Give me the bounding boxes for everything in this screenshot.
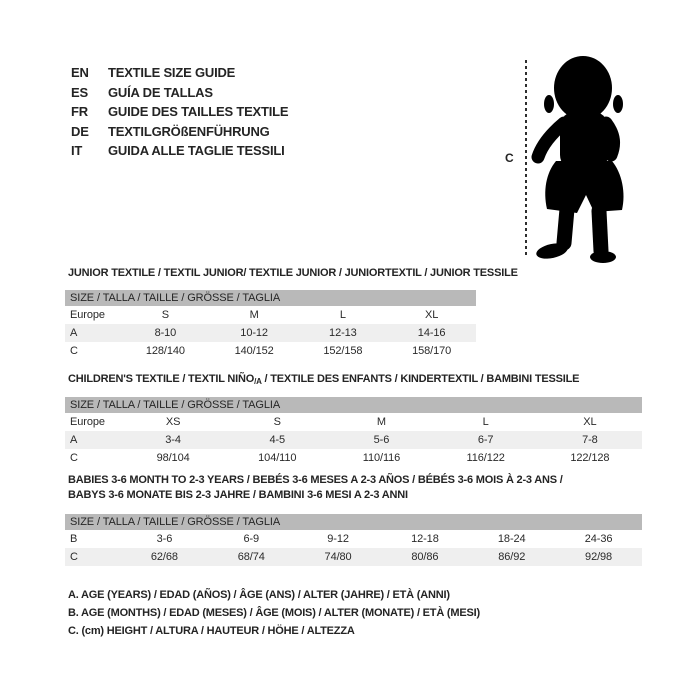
language-label: TEXTILE SIZE GUIDE	[108, 65, 236, 80]
cell: 12-13	[299, 324, 388, 342]
section-title-children	[68, 373, 579, 386]
height-measure-label: C	[505, 151, 514, 165]
language-row-en	[71, 63, 288, 83]
row-label: C	[70, 345, 78, 357]
cell: 140/152	[234, 345, 274, 357]
table-row-age	[65, 324, 476, 342]
cell: 18-24	[497, 533, 526, 545]
cell: 110/116	[362, 452, 401, 464]
table-row-height	[65, 548, 642, 566]
language-label: TEXTILGRÖßENFÜHRUNG	[108, 123, 270, 139]
row-label: A	[65, 324, 121, 342]
cell: 10-12	[210, 324, 299, 342]
language-row-it	[71, 141, 288, 161]
section-title-junior: JUNIOR TEXTILE / TEXTIL JUNIOR/ TEXTILE JUNIOR / JUNIORTEXTIL / JUNIOR TESSILE	[68, 267, 518, 279]
table-row-height	[65, 449, 642, 467]
row-label: Europe	[70, 309, 105, 321]
table-row-europe	[65, 306, 476, 324]
row-label: A	[65, 431, 121, 449]
footnote-c: C. (cm) HEIGHT / ALTURA / HAUTEUR / HÖHE / ALTEZZA	[68, 625, 355, 637]
language-row-es	[71, 83, 288, 103]
cell: 80/86	[381, 548, 468, 566]
size-header-band: SIZE / TALLA / TAILLE / GRÖSSE / TAGLIA	[65, 514, 642, 530]
size-header-band: SIZE / TALLA / TAILLE / GRÖSSE / TAGLIA	[65, 397, 642, 413]
cell: 14-16	[387, 324, 476, 342]
cell: 3-6	[156, 533, 173, 545]
cell: L	[482, 416, 489, 428]
footnote-a: A. AGE (YEARS) / EDAD (AÑOS) / ÂGE (ANS) / ALTER (JAHRE) / ETÀ (ANNI)	[68, 589, 450, 601]
language-label: GUÍA DE TALLAS	[108, 84, 213, 100]
row-label: C	[65, 548, 121, 566]
cell: 98/104	[156, 452, 190, 464]
cell: 6-7	[434, 431, 538, 449]
cell: 7-8	[538, 431, 642, 449]
language-label: GUIDE DES TAILLES TEXTILE	[108, 104, 289, 119]
language-code: DE	[71, 123, 89, 139]
table-row-age-months	[65, 530, 642, 548]
cell: 4-5	[225, 431, 329, 449]
row-label: Europe	[70, 416, 105, 428]
cell: 116/122	[466, 452, 505, 464]
cell: 24-36	[584, 533, 613, 545]
cell: S	[161, 309, 169, 321]
row-label: B	[70, 533, 78, 545]
cell: 12-18	[411, 533, 439, 545]
cell: L	[339, 309, 346, 321]
cell: 8-10	[121, 324, 210, 342]
section-title-text: / TEXTILE DES ENFANTS / KINDERTEXTIL / BAMBINI TESSILE	[261, 373, 580, 385]
junior-size-table	[65, 290, 476, 360]
size-header-band: SIZE / TALLA / TAILLE / GRÖSSE / TAGLIA	[65, 290, 476, 306]
language-code: EN	[71, 65, 89, 80]
cell: XS	[165, 416, 181, 428]
cell: M	[376, 416, 386, 428]
cell: 6-9	[243, 533, 260, 545]
cell: 158/170	[412, 345, 452, 357]
cell: 74/80	[295, 548, 382, 566]
height-measure-line	[525, 60, 527, 258]
language-code: FR	[71, 104, 88, 119]
cell: 92/98	[555, 548, 642, 566]
cell: XL	[583, 416, 597, 428]
row-label: C	[70, 452, 78, 464]
cell: 9-12	[327, 533, 349, 545]
section-title-subscript: /A	[254, 377, 262, 386]
cell: 104/110	[258, 452, 297, 464]
section-title-line1: BABIES 3-6 MONTH TO 2-3 YEARS / BEBÉS 3-6 MESES A 2-3 AÑOS / BÉBÉS 3-6 MOIS À 2-3 ANS /	[68, 474, 563, 486]
cell: S	[273, 416, 281, 428]
table-row-europe	[65, 413, 642, 431]
cell: 62/68	[121, 548, 208, 566]
language-list	[71, 63, 288, 161]
language-code: IT	[71, 143, 83, 158]
footnote-b: B. AGE (MONTHS) / EDAD (MESES) / ÂGE (MOIS) / ALTER (MONATE) / ETÀ (MESI)	[68, 607, 480, 619]
section-title-line2: BABYS 3-6 MONATE BIS 2-3 JAHRE / BAMBINI 3-6 MESI A 2-3 ANNI	[68, 489, 408, 501]
cell: 128/140	[145, 345, 185, 357]
cell: 86/92	[468, 548, 555, 566]
babies-size-table	[65, 514, 642, 566]
footnotes	[68, 586, 480, 640]
cell: 3-4	[121, 431, 225, 449]
cell: 68/74	[208, 548, 295, 566]
cell: 152/158	[323, 345, 363, 357]
baby-silhouette-icon	[530, 53, 670, 265]
cell: 122/128	[570, 452, 610, 464]
language-code: ES	[71, 84, 88, 100]
language-label: GUIDA ALLE TAGLIE TESSILI	[108, 143, 285, 158]
table-row-height	[65, 342, 476, 360]
language-row-fr	[71, 102, 288, 122]
cell: M	[249, 309, 259, 321]
section-title-babies	[68, 473, 563, 503]
section-title-text: CHILDREN'S TEXTILE / TEXTIL NIÑO	[68, 373, 255, 385]
language-row-de	[71, 122, 288, 142]
cell: XL	[424, 309, 439, 321]
cell: 5-6	[329, 431, 433, 449]
children-size-table	[65, 397, 642, 467]
table-row-age	[65, 431, 642, 449]
